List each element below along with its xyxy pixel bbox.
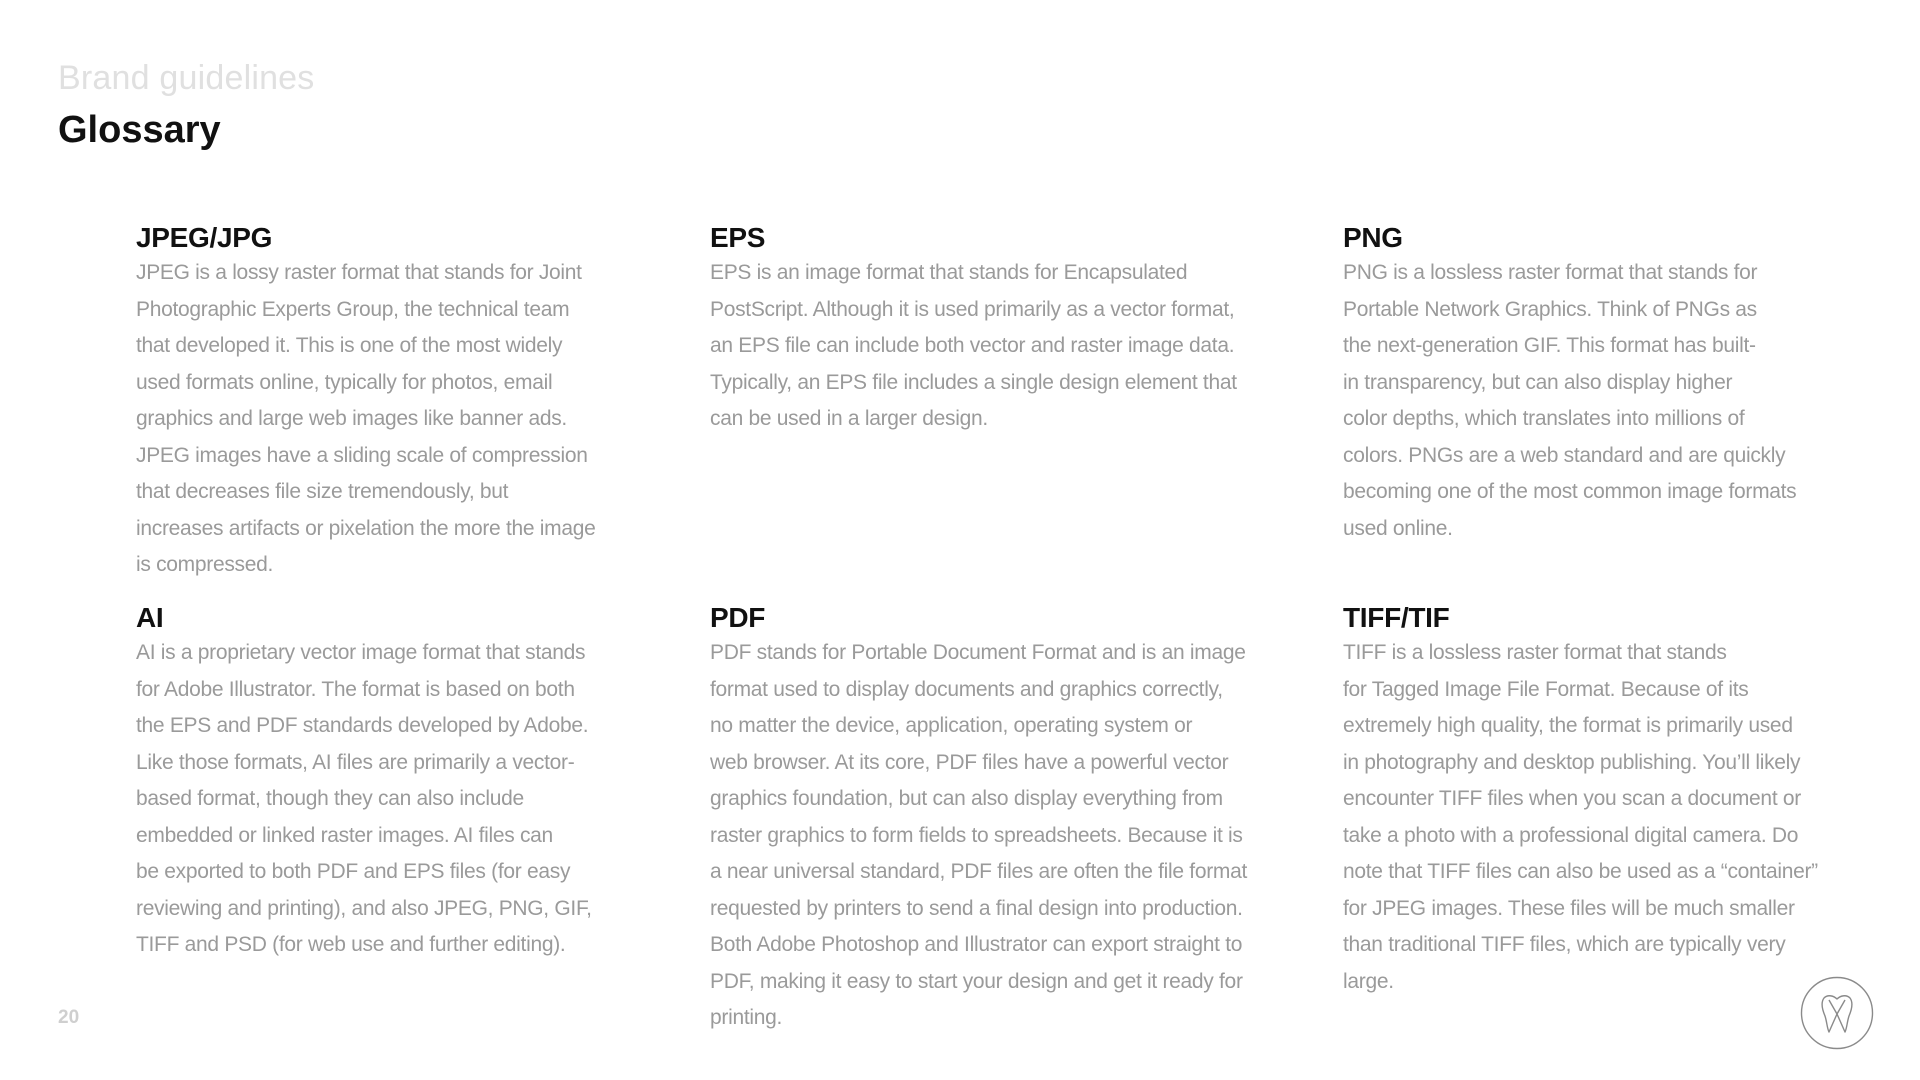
glossary-term: PDF bbox=[710, 602, 766, 633]
glossary-definition: PDF stands for Portable Document Format and is an image format used to display documents and graphics correctly, no matter the device, application, operating system or web browser. At its core, PDF files have a powerful vector graphics foundation, but can also display everything from raster graphics to form fields to spreadsheets. Because it is a near universal standard, PDF files are often the file format requested by printers to send a final design into production. Both Adobe Photoshop and Illustrator can export straight to PDF, making it easy to start your design and get it ready for printing. bbox=[710, 641, 1248, 1029]
page-number: 20 bbox=[58, 1007, 80, 1028]
glossary-entry-jpeg bbox=[136, 220, 656, 584]
glossary-definition: PNG is a lossless raster format that stands for Portable Network Graphics. Think of PNGs as the next-generation GIF. This format has built- in transparency, but can also display higher color depths, which translates into millions of colors. PNGs are a web standard and are quickly becoming one of the most common image formats used online. bbox=[1343, 261, 1797, 540]
glossary-term: JPEG/JPG bbox=[136, 222, 273, 253]
glossary-term: AI bbox=[136, 602, 164, 633]
glossary-definition: AI is a proprietary vector image format that stands for Adobe Illustrator. The format is based on both the EPS and PDF standards developed by Adobe. Like those formats, AI files are primarily a vector- based format, though they can also include embedded or linked raster images. AI files can be exported to both PDF and EPS files (for easy reviewing and printing), and also JPEG, PNG, GIF, TIFF and PSD (for web use and further editing). bbox=[136, 641, 592, 956]
glossary-entry-eps bbox=[710, 220, 1290, 438]
glossary-entry-png bbox=[1343, 220, 1903, 547]
glossary-definition: JPEG is a lossy raster format that stands for Joint Photographic Experts Group, the technical team that developed it. This is one of the most widely used formats online, typically for photos, email graphics and large web images like banner ads. JPEG images have a sliding scale of compression that decreases file size tremendously, but increases artifacts or pixelation the more the image is compressed. bbox=[136, 261, 596, 576]
glossary-definition: TIFF is a lossless raster format that stands for Tagged Image File Format. Because of its extremely high quality, the format is primarily used in photography and desktop publishing. You’ll likely encounter TIFF files when you scan a document or take a photo with a professional digital camera. Do note that TIFF files can also be used as a “container” for JPEG images. These files will be much smaller than traditional TIFF files, which are typically very large. bbox=[1343, 641, 1818, 993]
glossary-entry-pdf bbox=[710, 600, 1290, 1037]
page-title: Glossary bbox=[58, 109, 221, 151]
glossary-entry-tiff bbox=[1343, 600, 1903, 1000]
glossary-term: PNG bbox=[1343, 222, 1403, 253]
eyebrow-title: Brand guidelines bbox=[58, 59, 315, 97]
glossary-term: EPS bbox=[710, 222, 766, 253]
glossary-definition: EPS is an image format that stands for Encapsulated PostScript. Although it is used primarily as a vector format, an EPS file can include both vector and raster image data. Typically, an EPS file includes a single design element that can be used in a larger design. bbox=[710, 261, 1237, 430]
tooth-logo-icon bbox=[1800, 976, 1874, 1050]
glossary-term: TIFF/TIF bbox=[1343, 602, 1450, 633]
glossary-entry-ai bbox=[136, 600, 656, 964]
